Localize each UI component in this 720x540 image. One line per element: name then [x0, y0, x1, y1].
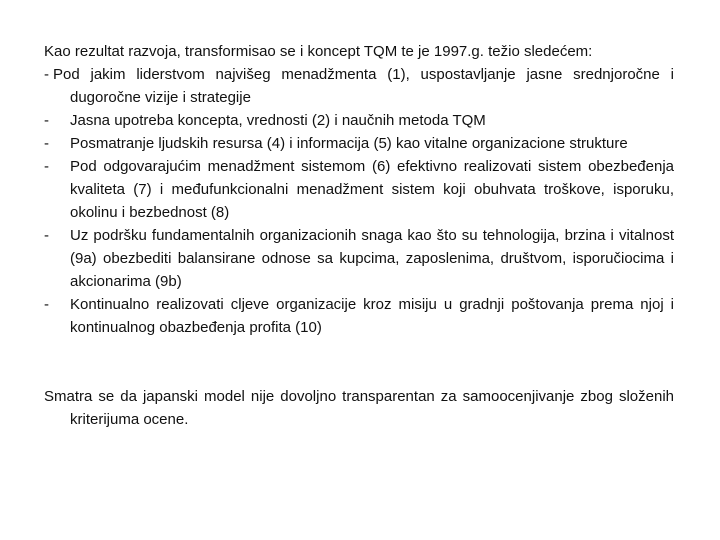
slide-content	[44, 40, 674, 431]
list-item-text: Uz podršku fundamentalnih organizacionih snaga kao što su tehnologija, brzina i vitalnost (9a) obezbediti balansirane odnose sa kupcima, zaposlenima, društvom, isporučiocima i akcionarima (9b)	[70, 227, 674, 290]
list-item	[44, 109, 674, 132]
list-item	[44, 132, 674, 155]
list-item-text: Pod odgovarajućim menadžment sistemom (6) efektivno realizovati sistem obezbeđenja kvaliteta (7) i međufunkcionalni menadžment sistem koji obuhvata troškove, isporuku, okolinu i bezbednost (8)	[70, 158, 674, 221]
list-item-text: Kontinualno realizovati cljeve organizacije kroz misiju u gradnji poštovanja prema njoj i kontinualnog obazbeđenja profita (10)	[70, 296, 674, 336]
intro-paragraph: Kao rezultat razvoja, transformisao se i koncept TQM te je 1997.g. težio sledećem:	[44, 43, 593, 60]
list-item	[44, 293, 674, 339]
bullet-dash: -	[44, 227, 49, 244]
list-item-text: Jasna upotreba koncepta, vrednosti (2) i naučnih metoda TQM	[70, 112, 486, 129]
bullet-dash: -	[44, 158, 49, 175]
list-item	[44, 155, 674, 224]
outro-paragraph: Smatra se da japanski model nije dovoljno transparentan za samoocenjivanje zbog složenih kriterijuma ocene.	[44, 388, 674, 428]
bullet-dash: -	[44, 296, 49, 313]
bullet-dash: -	[44, 112, 49, 129]
list-item-text: Pod jakim liderstvom najvišeg menadžmenta (1), uspostavljanje jasne srednjoročne i dugoročne vizije i strategije	[53, 66, 674, 106]
bullet-dash: -	[44, 66, 49, 83]
list-item-text: Posmatranje ljudskih resursa (4) i informacija (5) kao vitalne organizacione strukture	[70, 135, 628, 152]
bullet-dash: -	[44, 135, 49, 152]
list-item	[44, 224, 674, 293]
list-item	[44, 63, 674, 109]
tqm-goals-list	[44, 63, 674, 339]
